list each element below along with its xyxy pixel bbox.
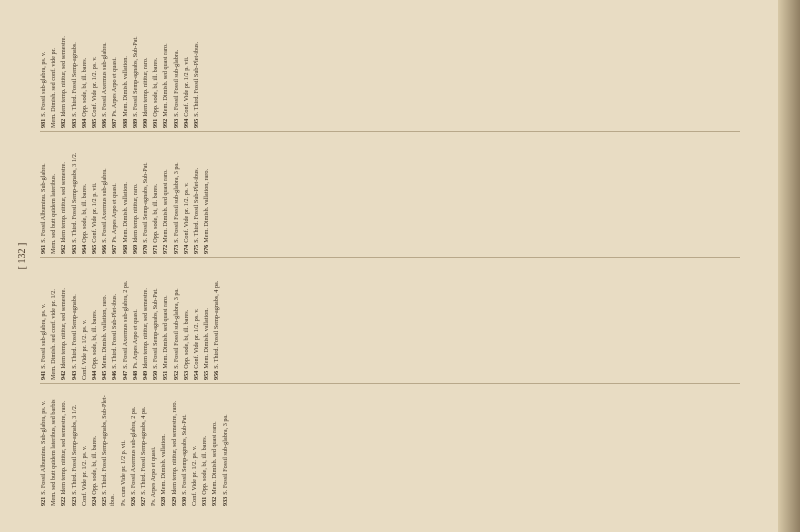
- entry-text: S. Fossil Semp-agnabs, Sub-Pat.: [131, 36, 139, 117]
- catalogue-entry: [142, 136, 150, 254]
- catalogue-entry: [50, 136, 58, 254]
- catalogue-entry: [130, 388, 138, 506]
- entry-number: 991: [152, 118, 160, 128]
- page-edge: [778, 0, 800, 532]
- entry-text: Mem. Dimish. sed quasi raro.: [162, 169, 170, 243]
- entry-number: 972: [162, 244, 170, 254]
- entry-text: Mem. Dimish. sed conf. vide pr.: [50, 48, 58, 128]
- entry-number: 949: [142, 370, 150, 380]
- catalogue-entry: [173, 10, 181, 128]
- entry-text: Mem. Dimish. vallation.: [160, 434, 168, 495]
- entry-number: 944: [91, 370, 99, 380]
- entry-number: 952: [172, 370, 180, 380]
- catalogue-entry: [171, 388, 179, 506]
- entry-text: Conf. Vide pr. 1/2 p. vii.: [91, 182, 99, 243]
- entry-number: 946: [111, 370, 119, 380]
- catalogue-entry: [50, 388, 58, 506]
- entry-text: S. Fossil Fossil sub-glabra, 3 pa.: [221, 414, 229, 495]
- catalogue-entry: [181, 388, 189, 506]
- catalogue-entry: [111, 136, 119, 254]
- catalogue-entry: [222, 388, 230, 506]
- text-column-4: [40, 10, 760, 128]
- entry-number: 976: [203, 244, 211, 254]
- entry-number: 943: [70, 370, 78, 380]
- text-column-3: [40, 136, 760, 254]
- entry-text: Mem. Dimish. vallation.: [121, 182, 129, 243]
- catalogue-entry: [201, 388, 209, 506]
- entry-text: S. Third. Fossil Semp-agnabs, Sub-Plet-ibus.: [101, 395, 117, 506]
- catalogue-entry: [193, 262, 201, 380]
- catalogue-entry: [162, 10, 170, 128]
- catalogue-entry: [101, 136, 109, 254]
- entry-number: 967: [111, 244, 119, 254]
- entry-text: Opp. sode, bi, ill. bares.: [182, 309, 190, 369]
- entry-text: Opp. sode, bi, ill. bares.: [91, 309, 99, 369]
- catalogue-entry: [40, 388, 48, 506]
- entry-text: S. Fossil Semp-agnabs, Sub-Pat.: [142, 162, 150, 243]
- catalogue-entry: [122, 136, 130, 254]
- catalogue-entry: [101, 388, 117, 506]
- entry-number: 941: [40, 370, 47, 380]
- catalogue-entry: [101, 10, 109, 128]
- catalogue-entry: [40, 10, 48, 128]
- entry-number: 984: [80, 118, 88, 128]
- entry-number: 926: [129, 496, 137, 506]
- entry-text: S. Third. Fossil Semp-agnabs, 3 1/2.: [70, 152, 78, 243]
- entry-text: Mem. sed butt quidem lateribus, sed barbis: [50, 399, 58, 506]
- entry-number: 962: [60, 244, 68, 254]
- catalogue-entry: [40, 262, 48, 380]
- entry-text: Idem temp. nititur, sed semestre.: [60, 162, 68, 243]
- catalogue-entry: [183, 10, 191, 128]
- entry-number: 990: [142, 118, 150, 128]
- entry-number: 994: [182, 118, 190, 128]
- column-divider: [40, 131, 740, 132]
- catalogue-entry: [81, 136, 89, 254]
- entry-text: Opp. sode, bi, ill. bares.: [80, 57, 88, 117]
- entry-text: S. Fossil sub-glabra, ps. v.: [40, 51, 47, 117]
- entry-text: S. Fossil Semp-agnabs, Sub-Pat.: [180, 414, 188, 495]
- entry-text: Mem. Dimish. sed conf. vide pr. 1/2.: [50, 289, 58, 380]
- entry-text: Idem temp. nititur, sed semestre.: [142, 288, 150, 369]
- text-column-1: [40, 388, 760, 506]
- catalogue-entry: [50, 262, 58, 380]
- entry-number: 973: [172, 244, 180, 254]
- entry-number: 974: [182, 244, 190, 254]
- catalogue-entry: [81, 388, 89, 506]
- entry-number: 968: [121, 244, 129, 254]
- entry-number: 969: [131, 244, 139, 254]
- catalogue-entry: [193, 10, 201, 128]
- entry-text: Mem. Dimish. vallation, raro.: [101, 294, 109, 369]
- text-column-2: [40, 262, 760, 380]
- entry-text: Ps. Arpes Arpo et quasi.: [111, 57, 119, 117]
- entry-text: Conf. Vide pr. 1/2. ps. v.: [191, 445, 199, 506]
- entry-number: 965: [91, 244, 99, 254]
- entry-text: S. Fossil Semp-agnabs, Sub-Pat.: [152, 288, 160, 369]
- entry-text: Opp. sode, bi, ill. bares.: [80, 183, 88, 243]
- catalogue-entry: [40, 136, 48, 254]
- catalogue-entry: [193, 136, 201, 254]
- entry-text: Ps. cum Vide pr. 1/2 p. vii.: [119, 440, 127, 506]
- entry-number: 981: [40, 118, 47, 128]
- entry-number: 925: [101, 496, 109, 506]
- catalogue-entry: [71, 10, 79, 128]
- catalogue-entry: [132, 10, 140, 128]
- entry-number: 983: [70, 118, 78, 128]
- entry-text: Idem temp. nititur, sed semestre, raro.: [60, 400, 68, 495]
- entry-number: 945: [101, 370, 109, 380]
- catalogue-entry: [183, 136, 191, 254]
- entry-number: 987: [111, 118, 119, 128]
- catalogue-entry: [191, 388, 199, 506]
- entry-text: S. Third. Fossil Sub-Plet-ibus.: [193, 41, 201, 117]
- entry-number: 992: [162, 118, 170, 128]
- page-number-header: [ 132 ]: [17, 242, 28, 270]
- entry-number: 953: [182, 370, 190, 380]
- entry-text: Mem. sed butt quidem lateribus.: [50, 173, 58, 254]
- entry-text: Opp. sode, bi, ill. bares.: [152, 183, 160, 243]
- catalogue-entry: [160, 388, 168, 506]
- catalogue-entry: [132, 262, 140, 380]
- entry-text: S. Third. Fossil Semp-agnabs, 4 pa.: [140, 406, 148, 495]
- catalogue-entry: [173, 136, 181, 254]
- entry-text: S. Third. Fossil Sub-Plet-ibus.: [111, 293, 119, 369]
- catalogue-entry: [91, 388, 99, 506]
- entry-text: S. Fossil Albuminu. Sub-glabra.: [40, 163, 47, 243]
- catalogue-entry: [60, 10, 68, 128]
- catalogue-entry: [122, 262, 130, 380]
- catalogue-entry: [71, 262, 79, 380]
- catalogue-entry: [101, 262, 109, 380]
- entry-text: Conf. Vide pr. 1/2. ps. v.: [80, 445, 88, 506]
- entry-number: 988: [121, 118, 129, 128]
- catalogue-entry: [142, 10, 150, 128]
- rotated-text-block: [12, 2, 768, 510]
- entry-number: 951: [162, 370, 170, 380]
- catalogue-entry: [142, 262, 150, 380]
- entry-text: Ps. Arpes Arpo et quasi.: [131, 309, 139, 369]
- catalogue-entry: [60, 262, 68, 380]
- entry-number: 950: [152, 370, 160, 380]
- entry-text: Conf. Vide pr. 1/2. ps. v.: [80, 319, 88, 380]
- entry-number: 995: [193, 118, 201, 128]
- entry-number: 921: [40, 496, 47, 506]
- catalogue-entry: [211, 388, 219, 506]
- entry-number: 986: [101, 118, 109, 128]
- entry-number: 975: [193, 244, 201, 254]
- catalogue-entry: [71, 388, 79, 506]
- catalogue-entry: [60, 136, 68, 254]
- entry-number: 966: [101, 244, 109, 254]
- catalogue-entry: [213, 262, 221, 380]
- entry-number: 930: [180, 496, 188, 506]
- catalogue-entry: [203, 262, 211, 380]
- catalogue-entry: [122, 10, 130, 128]
- entry-text: Conf. Vide pr. 1/2 p. vii.: [182, 56, 190, 117]
- entry-text: Mem. Dimish. vallation.: [203, 308, 211, 369]
- catalogue-entry: [91, 136, 99, 254]
- catalogue-entry: [173, 262, 181, 380]
- catalogue-entry: [50, 10, 58, 128]
- entry-text: S. Fossil Albuminu. Sub-glabra, ps. v.: [40, 400, 47, 495]
- entry-number: 961: [40, 244, 47, 254]
- entry-text: Mem. Dimish. vallation.: [121, 56, 129, 117]
- entry-number: 924: [91, 496, 99, 506]
- catalogue-entry: [60, 388, 68, 506]
- entry-text: S. Fossil Axermus sub-glabra.: [101, 42, 109, 117]
- entry-text: S. Fossil Fossil sub-glabra, 3 pa.: [172, 288, 180, 369]
- entry-number: 927: [140, 496, 148, 506]
- entry-number: 955: [203, 370, 211, 380]
- entry-text: S. Third. Fossil Semp-agnabs.: [70, 294, 78, 369]
- catalogue-entry: [162, 136, 170, 254]
- entry-number: 963: [70, 244, 78, 254]
- entry-text: Opp. sode, bi, ill. bares.: [91, 435, 99, 495]
- catalogue-entry: [152, 136, 160, 254]
- entry-text: Opp. sode, bi, ill. bares.: [201, 435, 209, 495]
- catalogue-entry: [111, 10, 119, 128]
- entry-text: S. Fossil Fossil sub-glabra.: [172, 49, 180, 117]
- entry-number: 947: [121, 370, 129, 380]
- entry-number: 923: [70, 496, 78, 506]
- catalogue-entry: [91, 10, 99, 128]
- catalogue-entry: [120, 388, 128, 506]
- entry-text: Mem. Dimish. sed quasi raro.: [162, 43, 170, 117]
- entry-text: S. Fossil Axermus sub-glabra.: [101, 168, 109, 243]
- entry-number: 932: [211, 496, 219, 506]
- entry-text: S. Third. Fossil Semp-agnabs, 4 pa.: [213, 280, 221, 369]
- catalogue-entry: [150, 388, 158, 506]
- entry-number: 970: [142, 244, 150, 254]
- entry-text: Mem. Dimish. sed quasi raro.: [211, 421, 219, 495]
- entry-number: 982: [60, 118, 68, 128]
- entry-number: 954: [193, 370, 201, 380]
- entry-text: S. Third. Fossil Semp-agnabs, 3 1/2.: [70, 404, 78, 495]
- entry-text: Idem temp. nititur, sed semestre.: [60, 36, 68, 117]
- entry-number: 956: [213, 370, 221, 380]
- entry-number: 922: [60, 496, 68, 506]
- catalogue-entry: [132, 136, 140, 254]
- catalogue-entry: [140, 388, 148, 506]
- catalogue-entry: [152, 10, 160, 128]
- entry-text: Conf. Vide pr. 1/2. ps. v.: [182, 182, 190, 243]
- entry-number: 964: [80, 244, 88, 254]
- entry-text: Ps. Arpes Arpo et quasi.: [150, 446, 158, 506]
- entry-text: Mem. Dimish. sed quasi raro.: [162, 295, 170, 369]
- entry-text: Idem temp. nititur, sed semestre, raro.: [170, 400, 178, 495]
- entry-number: 928: [160, 496, 168, 506]
- entry-text: S. Fossil Axermus sub-glabra, 2 pa.: [121, 280, 129, 369]
- entry-number: 942: [60, 370, 68, 380]
- catalogue-entry: [111, 262, 119, 380]
- entry-text: Ps. Arpes Arpo et quasi.: [111, 183, 119, 243]
- catalogue-entry: [203, 136, 211, 254]
- catalogue-entry: [81, 10, 89, 128]
- entry-number: 989: [131, 118, 139, 128]
- entry-text: Idem temp. nititur, raro.: [142, 57, 150, 117]
- entry-text: Mem. Dimish. vallation, raro.: [203, 168, 211, 243]
- entry-text: S. Fossil sub-glabra, ps. v.: [40, 303, 47, 369]
- entry-number: 993: [172, 118, 180, 128]
- catalogue-entry: [81, 262, 89, 380]
- entry-number: 929: [170, 496, 178, 506]
- entry-text: S. Fossil Axermus sub-glabra, 2 pa.: [129, 406, 137, 495]
- entry-number: 948: [131, 370, 139, 380]
- entry-text: Idem temp. nititur, raro.: [131, 183, 139, 243]
- catalogue-entry: [162, 262, 170, 380]
- entry-number: 971: [152, 244, 160, 254]
- entry-text: S. Third. Fossil Sub-Plet-ibus.: [193, 167, 201, 243]
- catalogue-entry: [71, 136, 79, 254]
- entry-number: 985: [91, 118, 99, 128]
- column-divider: [40, 383, 740, 384]
- entry-text: S. Fossil Fossil sub-glabra, 3 pa.: [172, 162, 180, 243]
- entry-text: Conf. Vide pr. 1/2. ps. v.: [91, 56, 99, 117]
- entry-text: Opp. sode, bi, ill. bares.: [152, 57, 160, 117]
- entry-text: Idem temp. nititur, sed semestre.: [60, 288, 68, 369]
- catalogue-entry: [91, 262, 99, 380]
- entry-number: 931: [201, 496, 209, 506]
- column-divider: [40, 257, 740, 258]
- catalogue-entry: [183, 262, 191, 380]
- entry-text: S. Third. Fossil Semp-agnabs.: [70, 42, 78, 117]
- entry-text: Conf. Vide pr. 1/2. ps. v.: [193, 308, 201, 369]
- catalogue-entry: [152, 262, 160, 380]
- entry-number: 933: [221, 496, 229, 506]
